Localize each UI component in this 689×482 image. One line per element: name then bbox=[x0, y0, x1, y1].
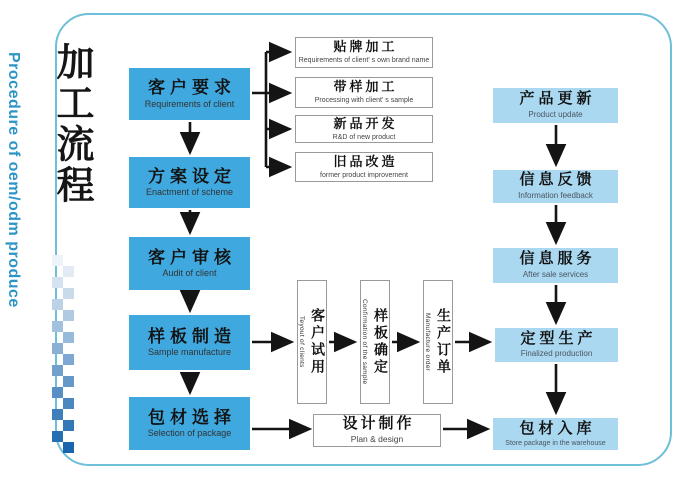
checker-square bbox=[63, 332, 74, 343]
box-label-cn: 包材入库 bbox=[519, 420, 596, 437]
flow-box-new-product bbox=[295, 115, 433, 143]
box-label-en: Enactment of scheme bbox=[145, 187, 234, 198]
checker-square bbox=[63, 354, 74, 365]
checker-square bbox=[63, 376, 74, 387]
box-label-en: Plan & design bbox=[350, 434, 404, 445]
flow-box-sample-processing bbox=[295, 77, 433, 108]
box-label-en: Finalized production bbox=[520, 349, 593, 359]
checker-square bbox=[63, 398, 74, 409]
box-label-cn: 定型生产 bbox=[520, 330, 597, 347]
checker-square bbox=[52, 255, 63, 266]
box-label-en: Requirements of client' s own brand name bbox=[298, 57, 430, 65]
box-label-cn: 设计制作 bbox=[342, 416, 415, 433]
box-label-cn: 旧品改造 bbox=[333, 153, 398, 169]
page-title: 加工流程 bbox=[50, 42, 92, 206]
box-label-en: Store package in the warehouse bbox=[505, 439, 606, 447]
box-label-en: Product update bbox=[528, 109, 583, 119]
checker-decoration bbox=[52, 255, 74, 455]
flow-box-manufacture-order bbox=[423, 280, 453, 404]
flow-box-product-improvement bbox=[295, 152, 433, 182]
box-label-cn: 新品开发 bbox=[333, 115, 398, 131]
checker-square bbox=[52, 343, 63, 354]
box-label-cn: 产品更新 bbox=[519, 91, 596, 108]
checker-square bbox=[52, 365, 63, 376]
checker-square bbox=[63, 442, 74, 453]
box-label-en: Information feedback bbox=[518, 190, 593, 200]
box-label-cn: 生产订单 bbox=[435, 308, 450, 376]
checker-square bbox=[52, 431, 63, 442]
box-label-en: Manufacture order bbox=[424, 312, 431, 372]
flow-box-finalized-production bbox=[495, 328, 618, 362]
box-label-cn: 信息反馈 bbox=[519, 172, 596, 189]
box-label-cn: 包材选择 bbox=[148, 407, 236, 427]
box-label-en: Teyout of clients bbox=[298, 316, 305, 368]
box-label-cn: 贴牌加工 bbox=[333, 39, 398, 55]
checker-square bbox=[52, 321, 63, 332]
box-label-cn: 客户试用 bbox=[309, 308, 324, 376]
checker-square bbox=[52, 299, 63, 310]
flow-box-sample-manufacture bbox=[129, 315, 250, 370]
box-label-en: Confirmation of the sample bbox=[361, 299, 368, 385]
box-label-cn: 样板制造 bbox=[148, 326, 236, 346]
flow-box-tryout-of-clients bbox=[297, 280, 327, 404]
checker-square bbox=[63, 266, 74, 277]
box-label-en: R&D of new product bbox=[332, 133, 396, 141]
flow-box-requirements-of-client bbox=[129, 68, 250, 120]
box-label-en: Audit of client bbox=[162, 268, 217, 279]
box-label-en: former product improvement bbox=[320, 171, 408, 179]
flow-box-confirmation-of-sample bbox=[360, 280, 390, 404]
flow-box-after-sale-services bbox=[493, 248, 618, 283]
flow-box-enactment-of-scheme bbox=[129, 157, 250, 208]
box-label-cn: 样板确定 bbox=[372, 308, 387, 376]
box-label-en: Sample manufacture bbox=[147, 347, 232, 358]
box-label-en: Requirements of client bbox=[144, 98, 235, 109]
box-label-cn: 客户审核 bbox=[148, 247, 236, 267]
flow-box-plan-and-design bbox=[313, 414, 441, 447]
box-label-cn: 方案设定 bbox=[148, 166, 236, 186]
flow-box-information-feedback bbox=[493, 170, 618, 203]
box-label-cn: 带样加工 bbox=[333, 79, 398, 95]
box-label-en: Processing with client' s sample bbox=[314, 97, 414, 105]
box-label-cn: 客户要求 bbox=[148, 78, 236, 98]
checker-square bbox=[52, 387, 63, 398]
flow-box-store-package-warehouse bbox=[493, 418, 618, 450]
checker-square bbox=[63, 288, 74, 299]
checker-square bbox=[63, 310, 74, 321]
flow-box-product-update bbox=[493, 88, 618, 123]
checker-square bbox=[63, 420, 74, 431]
box-label-en: Selection of package bbox=[147, 428, 232, 439]
checker-square bbox=[52, 277, 63, 288]
box-label-cn: 信息服务 bbox=[519, 251, 596, 268]
flow-box-selection-of-package bbox=[129, 397, 250, 450]
page-subtitle: Procedure of oem/odm produce bbox=[5, 52, 22, 308]
flow-box-audit-of-client bbox=[129, 237, 250, 290]
box-label-en: After sale services bbox=[522, 269, 589, 279]
flow-box-brand-processing bbox=[295, 37, 433, 68]
checker-square bbox=[52, 409, 63, 420]
